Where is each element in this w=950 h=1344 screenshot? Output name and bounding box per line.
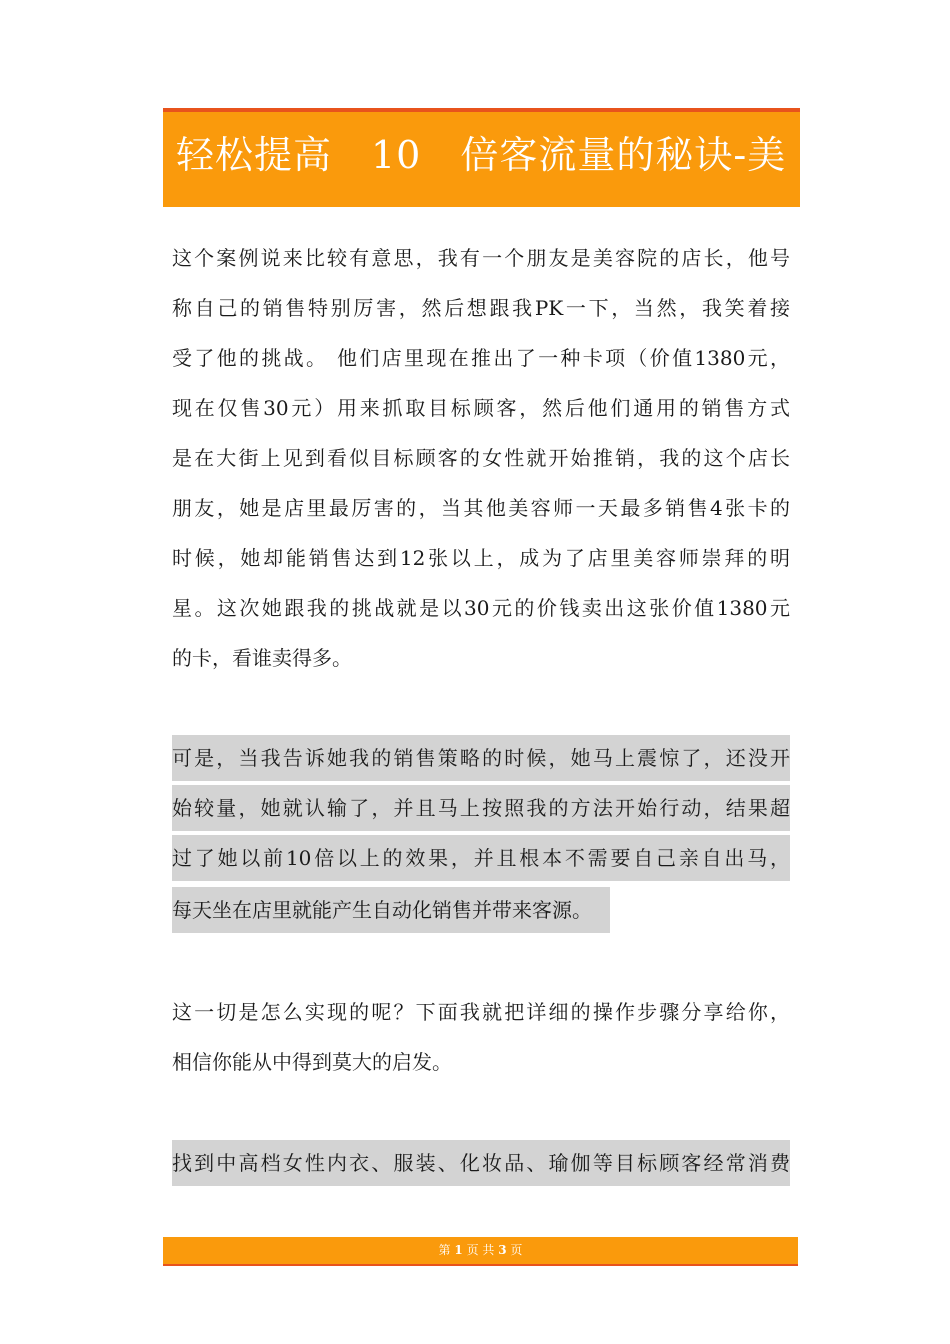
text-line: 星。这次她跟我的挑战就是以30元的价钱卖出这张价值1380元 — [172, 596, 790, 620]
document-title: 轻松提高 10 倍客流量的秘诀-美 — [176, 133, 787, 177]
text-line: 朋友，她是店里最厉害的，当其他美容师一天最多销售4张卡的 — [172, 496, 790, 520]
text-line: 这一切是怎么实现的呢？下面我就把详细的操作步骤分享给你， — [172, 1000, 790, 1024]
page-footer — [163, 1237, 798, 1266]
text-line: 时候，她却能销售达到12张以上，成为了店里美容师崇拜的明 — [172, 546, 790, 570]
text-line: 这个案例说来比较有意思，我有一个朋友是美容院的店长，他号 — [172, 246, 790, 270]
text-line: 受了他的挑战。 他们店里现在推出了一种卡项（价值1380元， — [172, 346, 790, 370]
paragraph-highlighted-result — [172, 735, 790, 937]
text-line: 现在仅售30元）用来抓取目标顾客，然后他们通用的销售方式 — [172, 396, 790, 420]
footer-prefix: 第 — [438, 1243, 451, 1257]
text-line: 相信你能从中得到莫大的启发。 — [172, 1050, 452, 1074]
highlighted-line: 每天坐在店里就能产生自动化销售并带来客源。 — [172, 887, 610, 933]
paragraph-step-heading — [172, 1140, 790, 1190]
text-line: 的卡，看谁卖得多。 — [172, 646, 352, 670]
highlighted-line: 始较量，她就认输了，并且马上按照我的方法开始行动，结果超 — [172, 785, 790, 831]
highlighted-line: 找到中高档女性内衣、服装、化妆品、瑜伽等目标顾客经常消费 — [172, 1140, 790, 1186]
current-page-number: 1 — [454, 1243, 463, 1257]
paragraph-transition — [172, 987, 790, 1087]
footer-middle: 页 共 — [466, 1243, 495, 1257]
text-line: 是在大街上见到看似目标顾客的女性就开始推销，我的这个店长 — [172, 446, 790, 470]
text-line: 称自己的销售特别厉害，然后想跟我PK一下，当然，我笑着接 — [172, 296, 790, 320]
highlighted-line: 可是，当我告诉她我的销售策略的时候，她马上震惊了，还没开 — [172, 735, 790, 781]
paragraph-intro — [172, 233, 790, 683]
footer-suffix: 页 — [510, 1243, 523, 1257]
highlighted-line: 过了她以前10倍以上的效果，并且根本不需要自己亲自出马， — [172, 835, 790, 881]
total-pages-number: 3 — [498, 1243, 507, 1257]
